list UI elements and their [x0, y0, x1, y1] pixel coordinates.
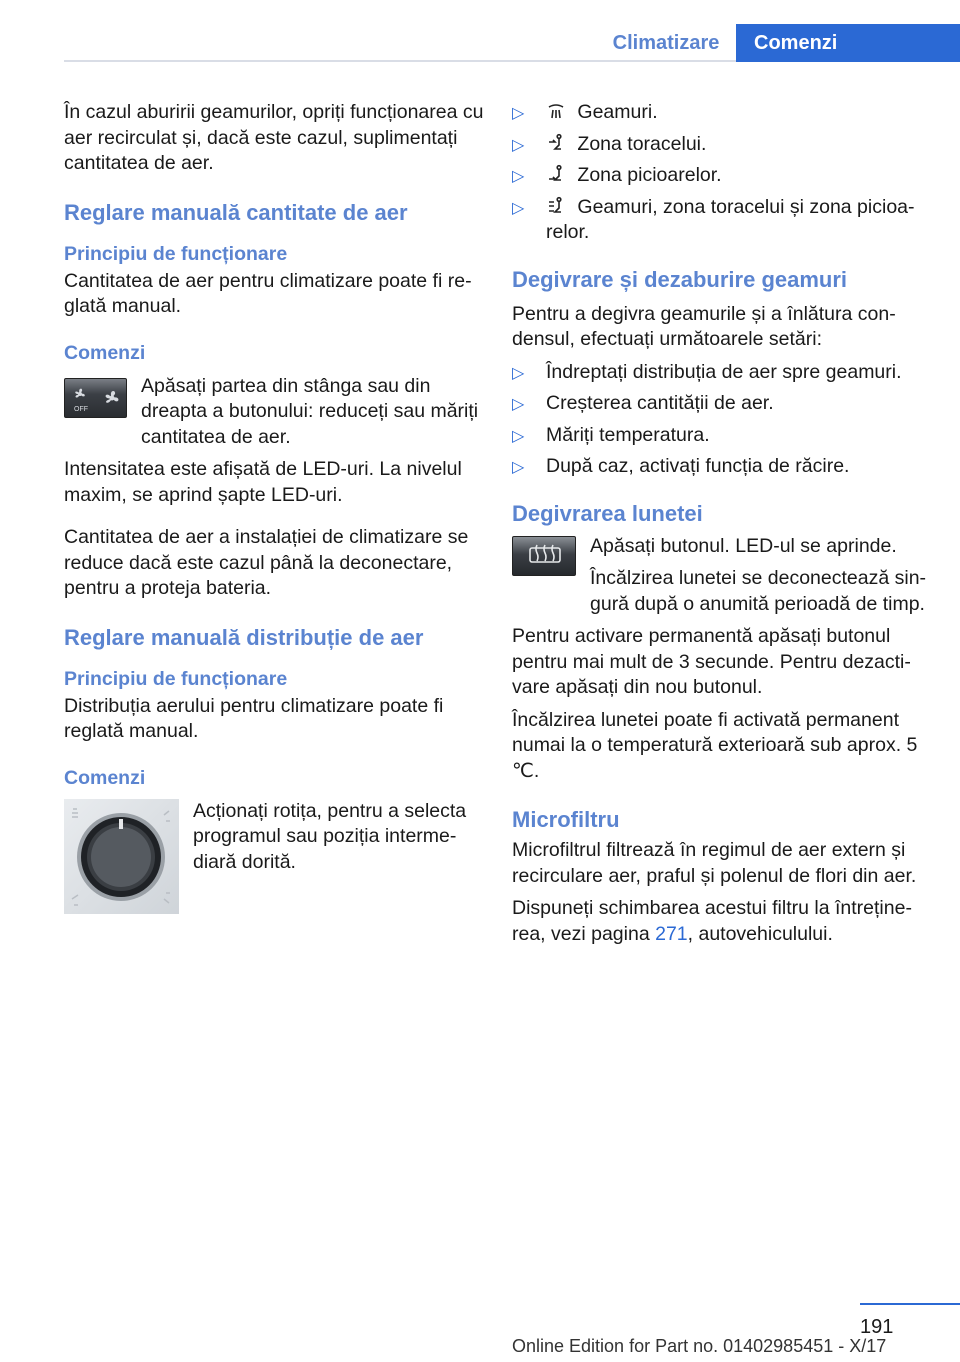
- header-chapter[interactable]: Comenzi: [736, 24, 960, 62]
- subheading-controls-1: Comenzi: [64, 341, 146, 364]
- svg-text:OFF: OFF: [74, 405, 88, 413]
- triangle-bullet-icon: ▷: [512, 396, 525, 413]
- principle-2-text: Distribuția aerului pentru climatizare poate fi reglată manual.: [64, 694, 444, 742]
- heading-defrost: Degivrare și dezaburire geamuri: [512, 266, 848, 292]
- rear-defrost-button-image: [512, 536, 576, 576]
- header-section[interactable]: Climatizare: [612, 31, 720, 54]
- fan-icon: [65, 379, 128, 419]
- controls-1-text: Apăsați partea din stânga sau din dreapta a butonului: reduceți sau măriți cantitatea de aer.: [141, 374, 479, 448]
- triangle-bullet-icon: ▷: [512, 459, 525, 476]
- list-item: ▷ Măriți temperatura.: [512, 423, 932, 449]
- list-item: ▷ Creșterea cantității de aer.: [512, 391, 932, 417]
- filter-service-text: Dispuneți schimbarea acestui filtru la întreținerea, vezi pagina 271, autovehiculului.: [512, 897, 912, 945]
- fan-button-image: [64, 378, 127, 418]
- footwell-airflow-icon: [546, 164, 566, 184]
- heading-rear-window: Degivrarea lunetei: [512, 500, 703, 526]
- edition-footer: Online Edition for Part no. 01402985451 - X/17: [512, 1336, 887, 1356]
- subheading-controls-2: Comenzi: [64, 766, 146, 789]
- triangle-bullet-icon: ▷: [512, 427, 525, 445]
- controls-1-led-text: Intensitatea este afișată de LED-uri. La nivelul maxim, se aprind șapte LED-uri.: [64, 458, 462, 506]
- defrost-list: [512, 360, 932, 480]
- triangle-bullet-icon: ▷: [512, 364, 525, 382]
- rear-defrost-block: [512, 534, 932, 625]
- subheading-principle-1: Principiu de funcționare: [64, 242, 288, 265]
- triangle-bullet-icon: ▷: [512, 199, 525, 217]
- filter-text: Microfiltrul filtrează în regimul de aer extern și recirculare aer, praful și polenul de flori din aer.: [512, 839, 917, 887]
- left-column: [64, 100, 484, 914]
- windshield-chest-footwell-icon: [546, 196, 566, 216]
- triangle-bullet-icon: ▷: [512, 136, 525, 154]
- page-number: 191: [860, 1316, 894, 1338]
- list-item: ▷ Zona picioarelor.: [512, 163, 932, 189]
- rear-auto-off-text: Încălzirea lunetei se deconectează singură după o anumită perioadă de timp.: [590, 567, 927, 615]
- chest-airflow-icon: [546, 133, 566, 153]
- rear-press-text: Apăsați butonul. LED-ul se aprinde.: [590, 534, 897, 557]
- triangle-bullet-icon: ▷: [512, 168, 525, 185]
- fan-button-block: [64, 374, 484, 458]
- heading-air-distribution: Reglare manuală distribuție de aer: [64, 624, 424, 650]
- right-column: [512, 100, 932, 954]
- rear-window-heating-icon: [513, 537, 577, 577]
- heading-microfilter: Microfiltru: [512, 807, 620, 832]
- distribution-knob-image: [64, 799, 179, 914]
- controls-2-text: Acționați rotița, pentru a selecta programul sau poziția intermediară dorită.: [193, 799, 467, 873]
- principle-1-text: Cantitatea de aer pentru climatizare poate fi reglată manual.: [64, 269, 472, 317]
- heading-air-quantity: Reglare manuală cantitate de aer: [64, 199, 408, 225]
- defrost-text: Pentru a degivra geamurile și a înlătura condensul, efectuați următoarele setări:: [512, 302, 896, 350]
- rear-permanent-text: Pentru activare permanentă apăsați butonul pentru mai mult de 3 secunde. Pentru dezactivare apăsați din nou butonul.: [512, 625, 911, 698]
- list-item: ▷ Îndreptați distribuția de aer spre geamuri.: [512, 360, 932, 386]
- subheading-principle-2: Principiu de funcționare: [64, 667, 288, 690]
- list-item: ▷ Geamuri, zona toracelui și zona picioarelor.: [512, 195, 915, 243]
- distribution-list: [512, 100, 932, 246]
- windshield-icon: [546, 101, 566, 121]
- page-link[interactable]: 271: [655, 922, 688, 945]
- rear-temperature-text: Încălzirea lunetei poate fi activată permanent numai la o temperatură exterioară sub aprox. 5 ℃.: [512, 708, 918, 782]
- knob-block: [64, 799, 484, 914]
- list-item: ▷ Zona toracelui.: [512, 132, 932, 158]
- list-item: ▷ Geamuri.: [512, 100, 932, 126]
- triangle-bullet-icon: ▷: [512, 105, 525, 122]
- list-item: ▷ După caz, activați funcția de răcire.: [512, 454, 932, 480]
- footer-rule: [860, 1303, 960, 1305]
- controls-1-battery-text: Cantitatea de aer a instalației de climatizare se reduce dacă este cazul până la deconectare, pentru a proteja bateria.: [64, 526, 469, 599]
- intro-paragraph: În cazul aburirii geamurilor, opriți funcționarea cu aer recirculat și, dacă este cazul, suplimentați cantitatea de aer.: [64, 101, 484, 174]
- rotary-knob-icon: [64, 799, 179, 914]
